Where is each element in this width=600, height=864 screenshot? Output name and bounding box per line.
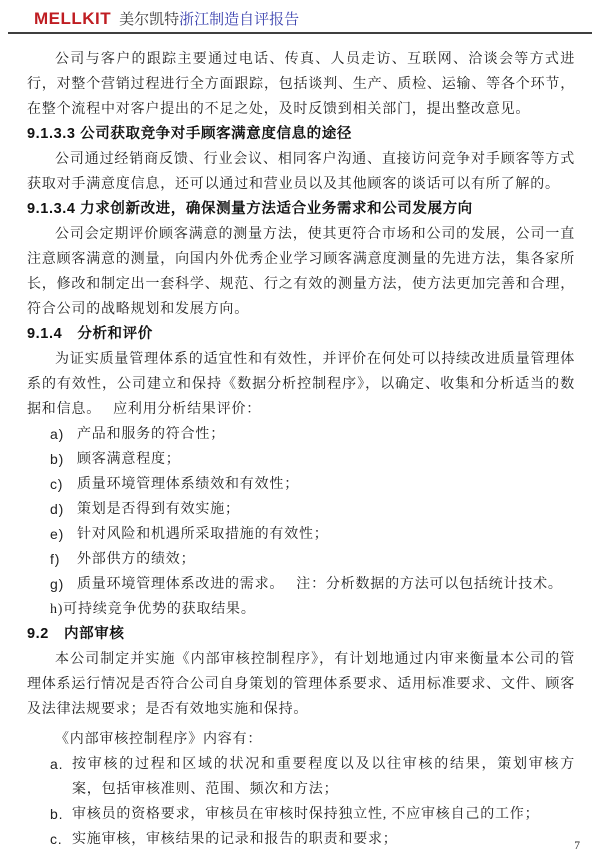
paragraph-analysis-evaluation: 为证实质量管理体系的适宜性和有效性，并评价在何处可以持续改进质量管理体系的有效性，公司建立和保持《数据分析控制程序》，以确定、收集和分析适当的数据和信息。 应利用分析结果评价： [27, 352, 575, 417]
section-heading-9-1-4: 9.1.4 分析和评价 [27, 326, 153, 342]
section-heading-9-1-3-4: 9.1.3.4 力求创新改进，确保测量方法适合业务需求和公司发展方向 [27, 201, 473, 217]
list-item-label: a) [50, 426, 65, 442]
list-item-text: 针对风险和机遇所采取措施的有效性； [77, 527, 329, 542]
paragraph-competitor-info: 公司通过经销商反馈、行业会议、相同客户沟通、直接访问竞争对手顾客等方式获取对手满意度信息，还可以通过和营业员以及其他顾客的谈话可以有所了解的。 [27, 152, 575, 192]
paragraph-internal-audit: 本公司制定并实施《内部审核控制程序》，有计划地通过内审来衡量本公司的管理体系运行情况是否符合公司自身策划的管理体系要求、适用标准要求、文件、顾客及法律法规要求；是否有效地实施和保持。 [27, 652, 575, 717]
list-item-g [50, 572, 575, 597]
list-item-e [50, 522, 575, 547]
document-title: 浙江制造自评报告 [179, 12, 300, 28]
page-header [8, 0, 592, 34]
list-item-text: 实施审核，审核结果的记录和报告的职责和要求； [72, 832, 398, 847]
audit-list-item-a [50, 752, 575, 802]
list-item-label: c) [50, 476, 64, 492]
list-item-text: 质量环境管理体系绩效和有效性； [77, 477, 299, 492]
list-item-a [50, 422, 575, 447]
list-item-text: 质量环境管理体系改进的需求。 注：分析数据的方法可以包括统计技术。 [77, 577, 563, 592]
section-heading-9-2: 9.2 内部审核 [27, 626, 125, 642]
list-item-label: c. [50, 831, 63, 847]
list-item-text: 按审核的过程和区域的状况和重要程度以及以往审核的结果，策划审核方案，包括审核准则、范围、频次和方法； [72, 757, 575, 797]
list-item-text: 策划是否得到有效实施； [77, 502, 240, 517]
list-item-label: a. [50, 756, 64, 772]
document-body [0, 34, 600, 852]
audit-list-item-b [50, 802, 575, 827]
list-item-text: 审核员的资格要求，审核员在审核时保持独立性, 不应审核自己的工作； [72, 807, 540, 822]
list-item-label: g) [50, 576, 65, 592]
list-item-f [50, 547, 575, 572]
list-item-label: e) [50, 526, 65, 542]
list-item-text: 产品和服务的符合性； [77, 427, 225, 442]
list-item-label: b) [50, 451, 65, 467]
page-number: 7 [574, 840, 580, 852]
list-item-label: f) [50, 551, 61, 567]
list-item-text: 外部供方的绩效； [77, 552, 196, 567]
section-heading-9-1-3-3: 9.1.3.3 公司获取竞争对手顾客满意度信息的途径 [27, 126, 352, 142]
audit-list-item-c [50, 827, 575, 852]
paragraph-customer-tracking: 公司与客户的跟踪主要通过电话、传真、人员走访、互联网、洽谈会等方式进行，对整个营销过程进行全方面跟踪，包括谈判、生产、质检、运输、等各个环节，在整个流程中对客户提出的不足之处，及时反馈到相关部门，提出整改意见。 [27, 52, 575, 117]
list-item-label: b. [50, 806, 64, 822]
list-item-text: 顾客满意程度； [77, 452, 181, 467]
paragraph-measurement-improvement: 公司会定期评价顾客满意的测量方法，使其更符合市场和公司的发展，公司一直注意顾客满意的测量，向国内外优秀企业学习顾客满意度测量的先进方法，集各家所长，修改和制定出一套科学、规范、行之有效的测量方法，使方法更加完善和合理，符合公司的战略规划和发展方向。 [27, 227, 575, 317]
brand-chinese-name: 美尔凯特 [119, 12, 180, 28]
brand-logo-text: MELLKIT [34, 9, 112, 28]
list-item-d [50, 497, 575, 522]
list-item-h: h)可持续竞争优势的获取结果。 [50, 602, 256, 617]
list-item-label: d) [50, 501, 65, 517]
list-item-b [50, 447, 575, 472]
paragraph-procedure-contents: 《内部审核控制程序》内容有： [55, 732, 263, 747]
list-item-c [50, 472, 575, 497]
